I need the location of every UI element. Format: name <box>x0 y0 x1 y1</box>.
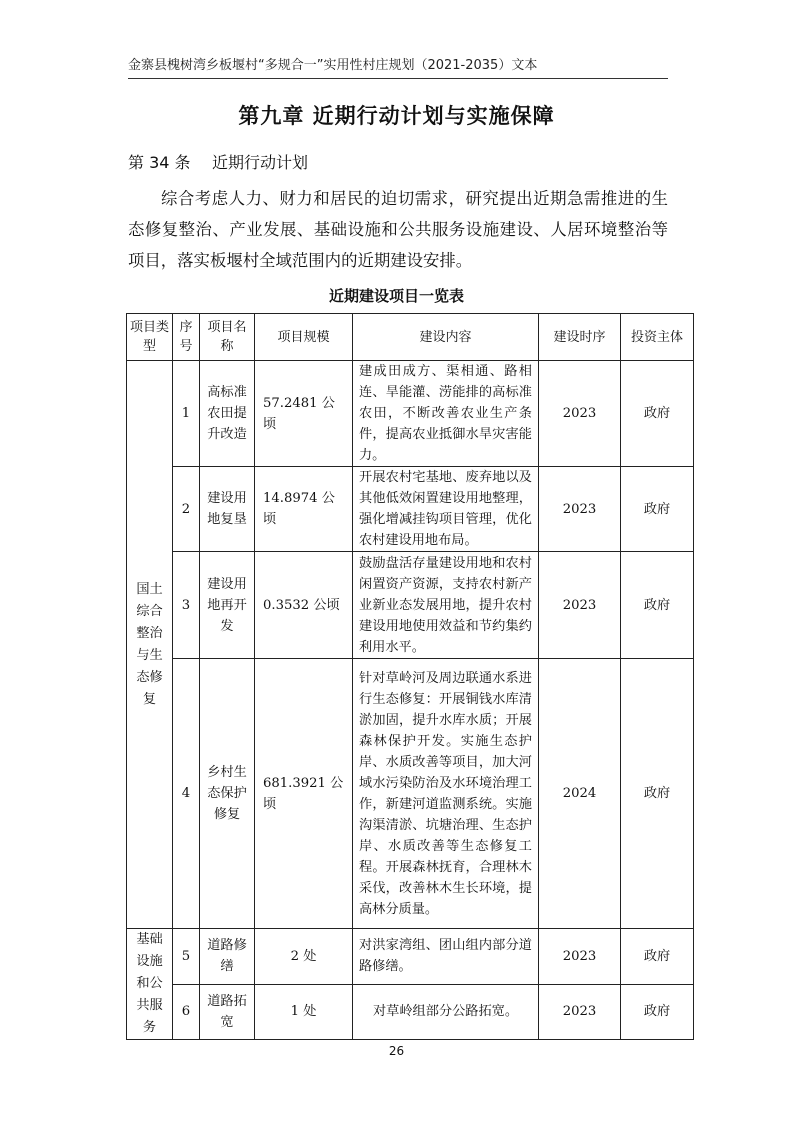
chapter-title: 第九章 近期行动计划与实施保障 <box>238 104 555 128</box>
row-investor: 政府 <box>621 467 694 552</box>
group-type-cell: 基础设施和公共服务 <box>127 929 173 1040</box>
header-investor: 投资主体 <box>621 314 694 361</box>
table-title: 近期建设项目一览表 <box>328 287 464 305</box>
row-number: 1 <box>173 361 200 467</box>
header-content: 建设内容 <box>353 314 539 361</box>
header-divider <box>128 78 668 79</box>
row-name: 道路修缮 <box>200 929 255 985</box>
table-row <box>127 929 694 985</box>
row-content: 开展农村宅基地、废弃地以及其他低效闲置建设用地整理，强化增减挂钩项目管理，优化农村建设用地布局。 <box>353 467 539 552</box>
table-row <box>127 361 694 467</box>
row-timing: 2023 <box>539 929 621 985</box>
row-number: 3 <box>173 552 200 659</box>
article-title: 近期行动计划 <box>212 153 309 172</box>
row-scale: 0.3532 公顷 <box>255 552 353 659</box>
row-number: 4 <box>173 659 200 929</box>
header-no: 序号 <box>173 314 200 361</box>
row-investor: 政府 <box>621 984 694 1040</box>
table-row <box>127 467 694 552</box>
row-investor: 政府 <box>621 361 694 467</box>
header-type: 项目类型 <box>127 314 173 361</box>
header-timing: 建设时序 <box>539 314 621 361</box>
article-heading <box>128 150 308 173</box>
header-scale: 项目规模 <box>255 314 353 361</box>
table-row <box>127 552 694 659</box>
row-investor: 政府 <box>621 659 694 929</box>
row-number: 6 <box>173 984 200 1040</box>
table-row <box>127 659 694 929</box>
project-table <box>126 313 694 1040</box>
row-content: 针对草岭河及周边联通水系进行生态修复：开展铜钱水库清淤加固，提升水库水质；开展森林保护开发。实施生态护岸、水质改善等项目，加大河域水污染防治及水环境治理工作，新建河道监测系统。实施沟渠清淤、坑塘治理、生态护岸、水质改善等生态修复工程。开展森林抚育，合理林木采伐，改善林木生长环境，提高林分质量。 <box>353 659 539 929</box>
row-investor: 政府 <box>621 552 694 659</box>
row-content: 建成田成方、渠相通、路相连、旱能灌、涝能排的高标准农田，不断改善农业生产条件，提高农业抵御水旱灾害能力。 <box>353 361 539 467</box>
row-scale: 2 处 <box>255 929 353 985</box>
group-type-cell: 国土综合整治与生态修复 <box>127 361 173 929</box>
row-name: 道路拓宽 <box>200 984 255 1040</box>
document-header: 金寨县槐树湾乡板堰村“多规合一”实用性村庄规划（2021-2035）文本 <box>128 58 538 73</box>
table-header-row <box>127 314 694 361</box>
row-timing: 2023 <box>539 552 621 659</box>
body-paragraph: 综合考虑人力、财力和居民的迫切需求，研究提出近期急需推进的生态修复整治、产业发展、基础设施和公共服务设施建设、人居环境整治等项目，落实板堰村全域范围内的近期建设安排。 <box>128 189 668 270</box>
article-number: 第 34 条 <box>128 153 191 172</box>
row-timing: 2023 <box>539 467 621 552</box>
row-name: 建设用地复垦 <box>200 467 255 552</box>
row-investor: 政府 <box>621 929 694 985</box>
row-timing: 2024 <box>539 659 621 929</box>
row-scale: 14.8974 公顷 <box>255 467 353 552</box>
row-number: 5 <box>173 929 200 985</box>
page-number: 26 <box>388 1044 405 1058</box>
row-scale: 1 处 <box>255 984 353 1040</box>
row-content: 对洪家湾组、团山组内部分道路修缮。 <box>353 929 539 985</box>
row-content: 鼓励盘活存量建设用地和农村闲置资产资源，支持农村新产业新业态发展用地，提升农村建设用地使用效益和节约集约利用水平。 <box>353 552 539 659</box>
row-timing: 2023 <box>539 984 621 1040</box>
table-row <box>127 984 694 1040</box>
row-content: 对草岭组部分公路拓宽。 <box>353 984 539 1040</box>
row-scale: 57.2481 公顷 <box>255 361 353 467</box>
row-name: 高标准农田提升改造 <box>200 361 255 467</box>
row-number: 2 <box>173 467 200 552</box>
row-name: 建设用地再开发 <box>200 552 255 659</box>
row-scale: 681.3921 公顷 <box>255 659 353 929</box>
row-timing: 2023 <box>539 361 621 467</box>
row-name: 乡村生态保护修复 <box>200 659 255 929</box>
header-name: 项目名称 <box>200 314 255 361</box>
